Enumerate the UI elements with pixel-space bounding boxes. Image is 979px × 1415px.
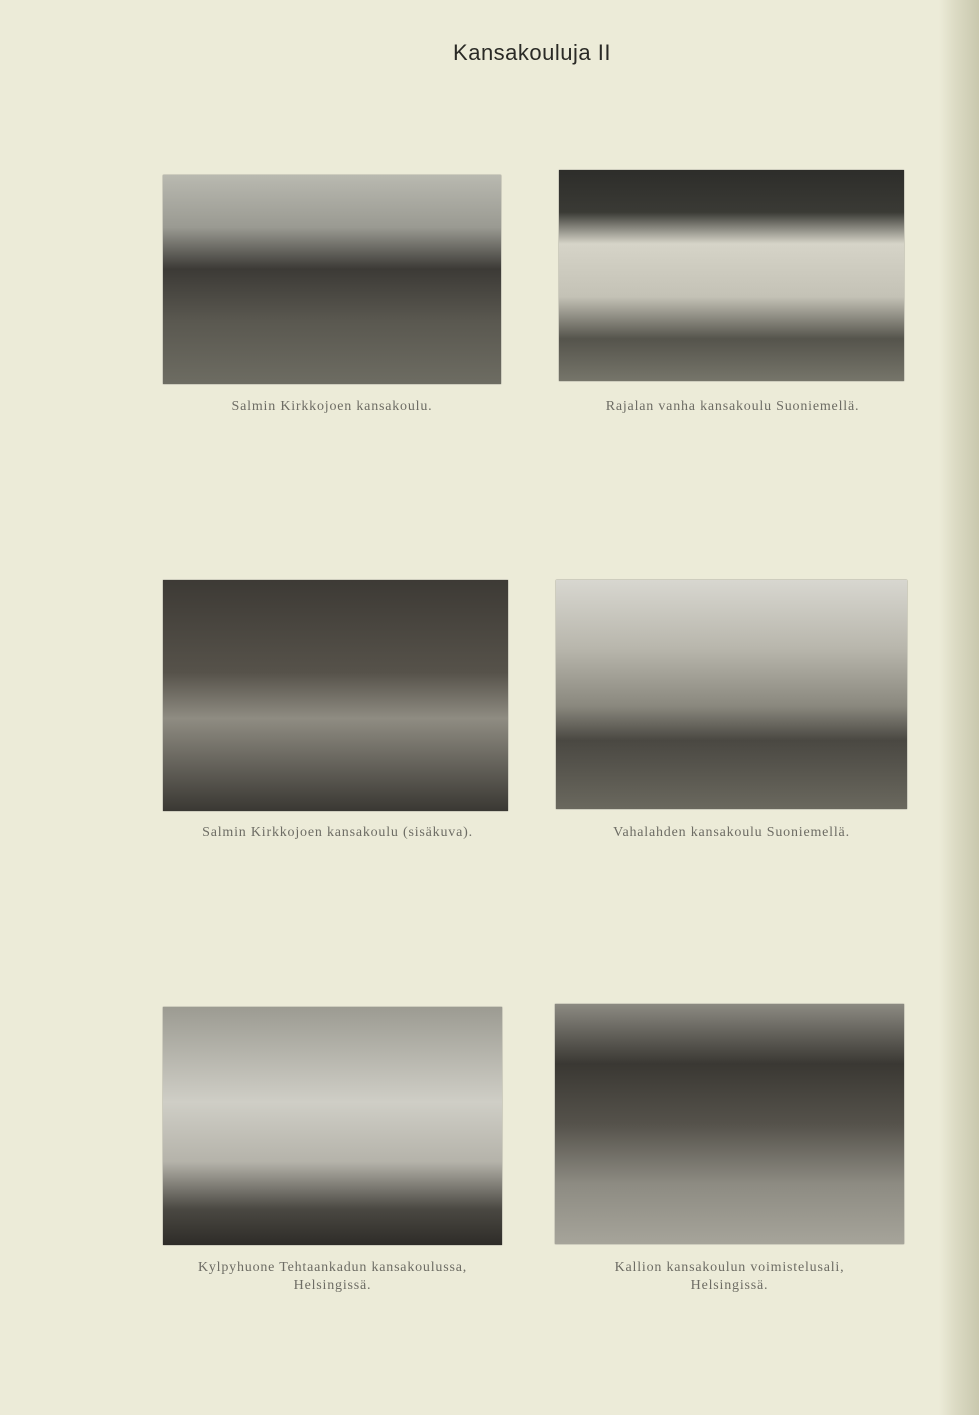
photo-salmi-classroom bbox=[163, 580, 508, 811]
caption-6-line-1: Kallion kansakoulun voimistelusali, bbox=[614, 1260, 845, 1275]
caption-5 bbox=[150, 1259, 515, 1295]
caption-6 bbox=[555, 1259, 904, 1295]
caption-6-line-2: Helsingissä. bbox=[690, 1278, 769, 1293]
page-title: Kansakouluja II bbox=[453, 40, 611, 65]
caption-5-line-2: Helsingissä. bbox=[293, 1278, 372, 1293]
photo-vahalahti-school bbox=[556, 580, 907, 809]
caption-1: Salmin Kirkkojoen kansakoulu. bbox=[231, 399, 433, 414]
page-edge bbox=[939, 0, 979, 1415]
photo-salmi-school-exterior bbox=[163, 175, 501, 384]
caption-3: Salmin Kirkkojoen kansakoulu (sisäkuva). bbox=[202, 825, 473, 840]
caption-4: Vahalahden kansakoulu Suoniemellä. bbox=[613, 825, 850, 840]
caption-5-line-1: Kylpyhuone Tehtaankadun kansakoulussa, bbox=[197, 1260, 468, 1275]
photo-gymnasium bbox=[555, 1004, 904, 1244]
caption-2: Rajalan vanha kansakoulu Suoniemellä. bbox=[605, 399, 860, 414]
photo-rajala-school bbox=[559, 170, 904, 381]
photo-bathroom bbox=[163, 1007, 502, 1245]
